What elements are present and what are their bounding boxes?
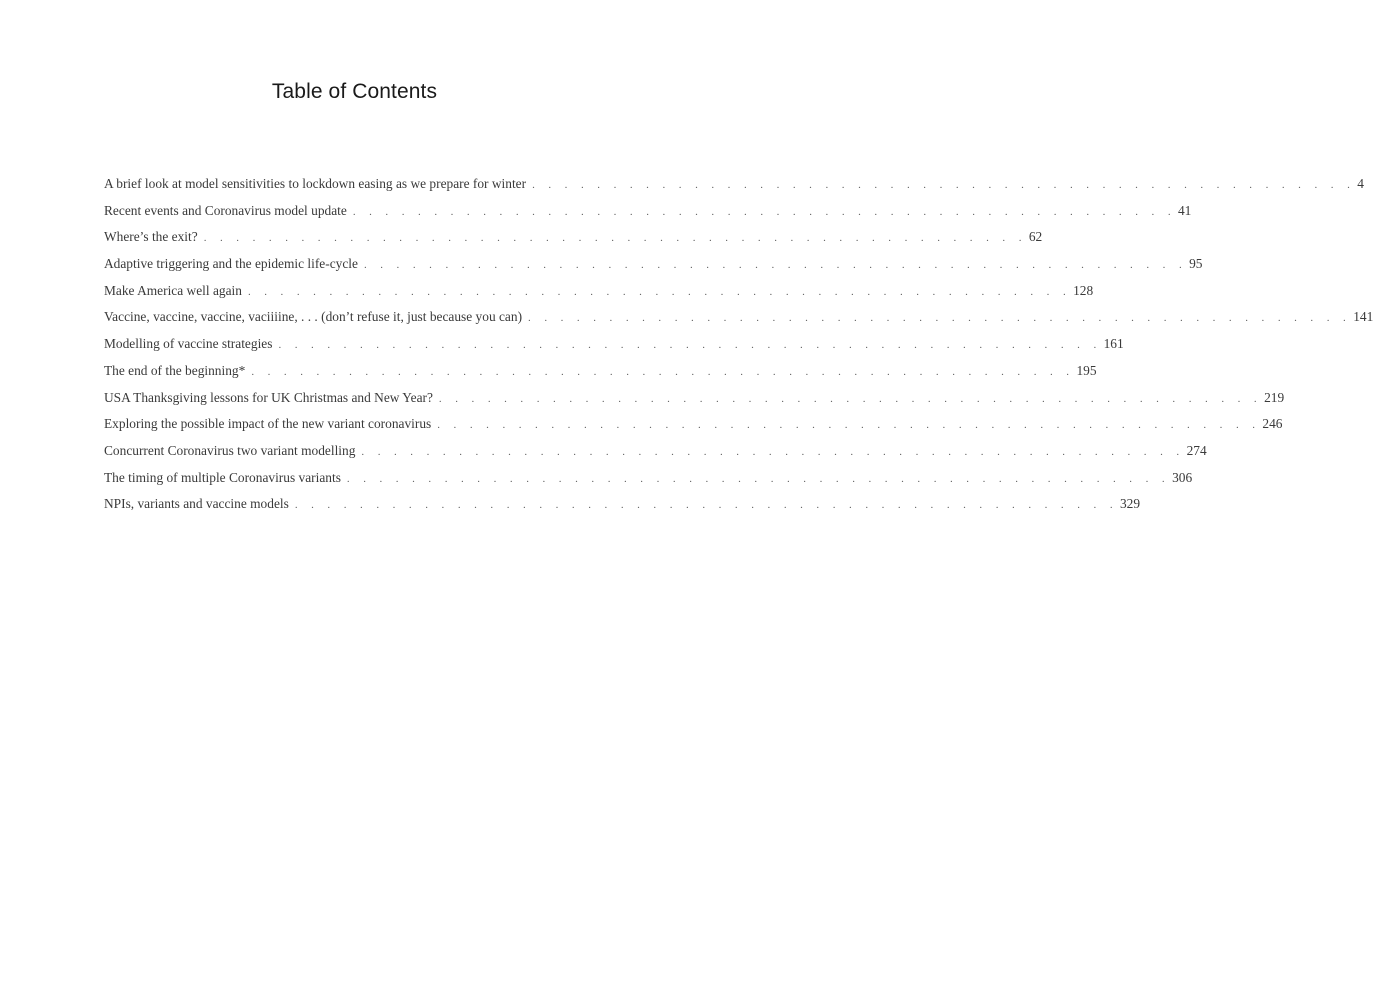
toc-page-number: 306: [1172, 469, 1193, 485]
toc-dot-leader: . . . . . . . . . . . . . . . . . . . . . . . . . . . . . . . . . . . . . . . . . . . . . . . . . . .: [361, 445, 1185, 458]
toc-entry[interactable]: [104, 202, 1192, 230]
toc-dot-leader: . . . . . . . . . . . . . . . . . . . . . . . . . . . . . . . . . . . . . . . . . . . . . . . . . . .: [363, 259, 1188, 272]
toc-entry-title: Where’s the exit?: [104, 229, 198, 245]
toc-entry[interactable]: [104, 389, 1285, 417]
toc-dot-leader: . . . . . . . . . . . . . . . . . . . . . . . . . . . . . . . . . . . . . . . . . . . . . . . . . . .: [528, 312, 1352, 325]
toc-entry-title: NPIs, variants and vaccine models: [104, 496, 289, 512]
toc-page-number: 141: [1353, 309, 1373, 325]
toc-page-number: 329: [1119, 496, 1141, 512]
toc-entry[interactable]: [104, 362, 1097, 390]
toc-dot-leader: . . . . . . . . . . . . . . . . . . . . . . . . . . . . . . . . . . . . . . . . . . . . . . . . . . .: [437, 419, 1261, 432]
toc-page-number: 41: [1177, 202, 1192, 218]
toc-page-number: 95: [1189, 256, 1203, 272]
toc-list: [104, 176, 1373, 523]
toc-dot-leader: . . . . . . . . . . . . . . . . . . . . . . . . . . . . . . . . . . . . . . . . . . . . . . . . . . .: [203, 232, 1027, 245]
toc-entry-title: The timing of multiple Coronavirus variants: [104, 469, 341, 485]
toc-entry[interactable]: [104, 496, 1141, 523]
toc-entry-title: Concurrent Coronavirus two variant modelling: [104, 442, 356, 458]
toc-entry-title: The end of the beginning*: [104, 362, 246, 378]
toc-entry-title: Recent events and Coronavirus model update: [104, 202, 347, 218]
toc-entry-title: USA Thanksgiving lessons for UK Christmas and New Year?: [104, 389, 433, 405]
toc-entry-title: A brief look at model sensitivities to lockdown easing as we prepare for winter: [104, 176, 527, 191]
toc-page-number: 161: [1103, 336, 1124, 352]
toc-entry[interactable]: [104, 256, 1203, 283]
toc-entry[interactable]: [104, 416, 1283, 443]
toc-dot-leader: . . . . . . . . . . . . . . . . . . . . . . . . . . . . . . . . . . . . . . . . . . . . . . . . . . .: [294, 499, 1118, 512]
toc-dot-leader: . . . . . . . . . . . . . . . . . . . . . . . . . . . . . . . . . . . . . . . . . . . . . . . . . . .: [352, 205, 1176, 218]
toc-entry[interactable]: [104, 176, 1364, 203]
toc-entry[interactable]: [104, 282, 1094, 310]
toc-entry[interactable]: [104, 469, 1193, 497]
toc-page-number: 128: [1073, 282, 1094, 298]
toc-dot-leader: . . . . . . . . . . . . . . . . . . . . . . . . . . . . . . . . . . . . . . . . . . . . . . . . . . .: [346, 472, 1171, 485]
toc-dot-leader: . . . . . . . . . . . . . . . . . . . . . . . . . . . . . . . . . . . . . . . . . . . . . . . . . . .: [278, 339, 1102, 352]
toc-entry-title: Adaptive triggering and the epidemic life-cycle: [104, 256, 358, 272]
page-title: Table of Contents: [271, 80, 438, 103]
toc-page-number: 195: [1076, 362, 1097, 378]
toc-entry[interactable]: [104, 309, 1373, 336]
toc-entry[interactable]: [104, 229, 1043, 256]
toc-entry-title: Make America well again: [104, 282, 242, 298]
toc-page-number: 4: [1357, 176, 1364, 191]
toc-dot-leader: . . . . . . . . . . . . . . . . . . . . . . . . . . . . . . . . . . . . . . . . . . . . . . . . . . .: [251, 365, 1075, 378]
toc-page-number: 246: [1262, 416, 1283, 432]
toc-page-number: 62: [1028, 229, 1043, 245]
toc-entry-title: Modelling of vaccine strategies: [104, 336, 273, 352]
toc-dot-leader: . . . . . . . . . . . . . . . . . . . . . . . . . . . . . . . . . . . . . . . . . . . . . . . . . . .: [247, 285, 1072, 298]
toc-entry-title: Exploring the possible impact of the new variant coronavirus: [104, 416, 432, 432]
toc-page-number: 274: [1186, 442, 1207, 458]
toc-entry-title: Vaccine, vaccine, vaccine, vaciiiine, . . . (don’t refuse it, just because you can): [104, 309, 523, 325]
toc-dot-leader: . . . . . . . . . . . . . . . . . . . . . . . . . . . . . . . . . . . . . . . . . . . . . . . . . . .: [438, 392, 1263, 405]
toc-page-number: 219: [1264, 389, 1285, 405]
toc-dot-leader: . . . . . . . . . . . . . . . . . . . . . . . . . . . . . . . . . . . . . . . . . . . . . . . . . . .: [532, 179, 1356, 191]
toc-entry[interactable]: [104, 336, 1124, 363]
toc-entry[interactable]: [104, 442, 1207, 470]
